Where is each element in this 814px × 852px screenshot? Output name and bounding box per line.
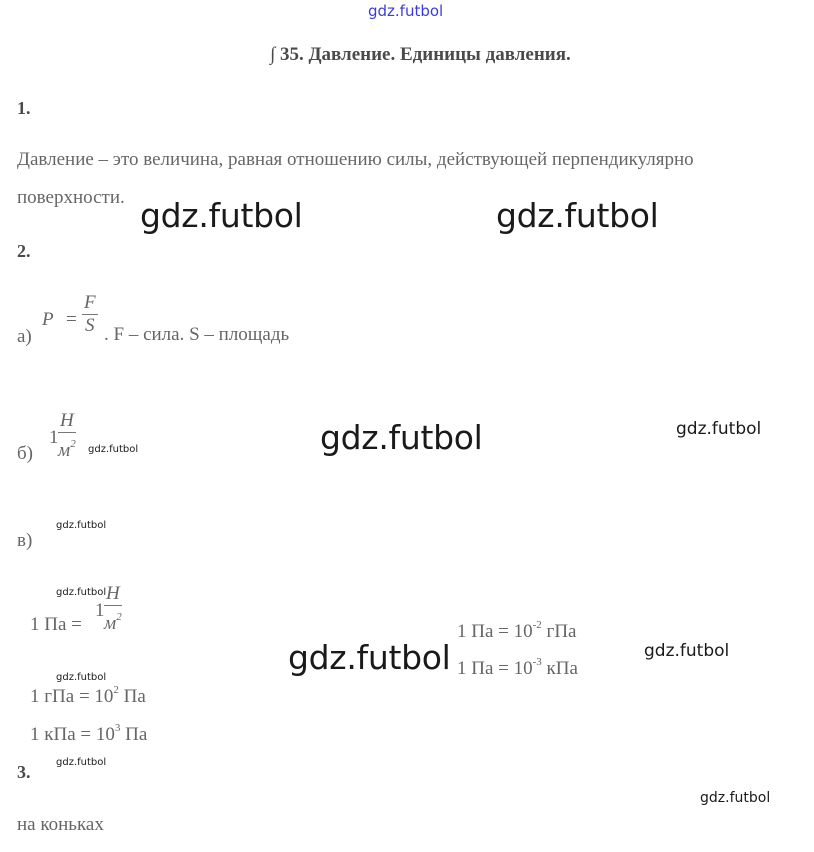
formula-fraction [82, 292, 98, 337]
unit-b-denominator: $м^2$ [58, 438, 76, 461]
section-1-line-2: поверхности. [17, 187, 125, 208]
pa-definition-lhs: 1 Па = [30, 614, 82, 635]
item-v-marker: в) [17, 530, 33, 551]
formula-equals: = [66, 309, 77, 330]
gpa-conversion: 1 гПа = $10^2$ Па [30, 684, 146, 707]
section-1-line-1: Давление – это величина, равная отношению силы, действующей перпендикулярно [17, 149, 694, 170]
formula-legend: . F – сила. S – площадь [104, 324, 290, 345]
pa-to-gpa-conversion: 1 Па = $10^{-2}$ гПа [457, 619, 577, 642]
formula-pressure-symbol: P [42, 309, 54, 330]
section-3-number: 3. [17, 762, 31, 782]
watermark-medium: gdz.futbol [700, 790, 771, 806]
pa-definition-denominator: $м^2$ [104, 611, 122, 634]
pa-definition-fraction [104, 583, 122, 635]
watermark-large: gdz.futbol [320, 418, 483, 457]
watermark-small: gdz.futbol [56, 587, 107, 598]
formula-numerator-force: F [84, 292, 96, 313]
watermark-small: gdz.futbol [56, 672, 107, 683]
page-title: ∫ 35. Давление. Единицы давления. [270, 44, 571, 65]
pa-definition-coefficient: 1 [95, 600, 105, 621]
section-1-number: 1. [17, 98, 31, 118]
pa-definition-numerator: Н [106, 583, 120, 604]
watermark-top: gdz.futbol [368, 2, 444, 20]
unit-b-fraction [58, 410, 76, 462]
unit-b-numerator: Н [60, 410, 74, 431]
section-3-answer: на коньках [17, 814, 104, 835]
formula-denominator-area: S [85, 315, 95, 336]
watermark-large: gdz.futbol [140, 196, 303, 235]
watermark-medium: gdz.futbol [644, 641, 730, 661]
watermark-medium: gdz.futbol [676, 419, 762, 439]
item-a-marker: а) [17, 326, 32, 347]
watermark-large: gdz.futbol [496, 196, 659, 235]
watermark-small: gdz.futbol [88, 444, 139, 455]
watermark-large: gdz.futbol [288, 638, 451, 677]
watermark-small: gdz.futbol [56, 757, 107, 768]
section-2-number: 2. [17, 241, 31, 261]
kpa-conversion: 1 кПа = $10^3$ Па [30, 722, 148, 745]
pa-to-kpa-conversion: 1 Па = $10^{-3}$ кПа [457, 656, 578, 679]
unit-b-coefficient: 1 [49, 427, 59, 448]
item-b-marker: б) [17, 443, 33, 464]
watermark-small: gdz.futbol [56, 520, 107, 531]
